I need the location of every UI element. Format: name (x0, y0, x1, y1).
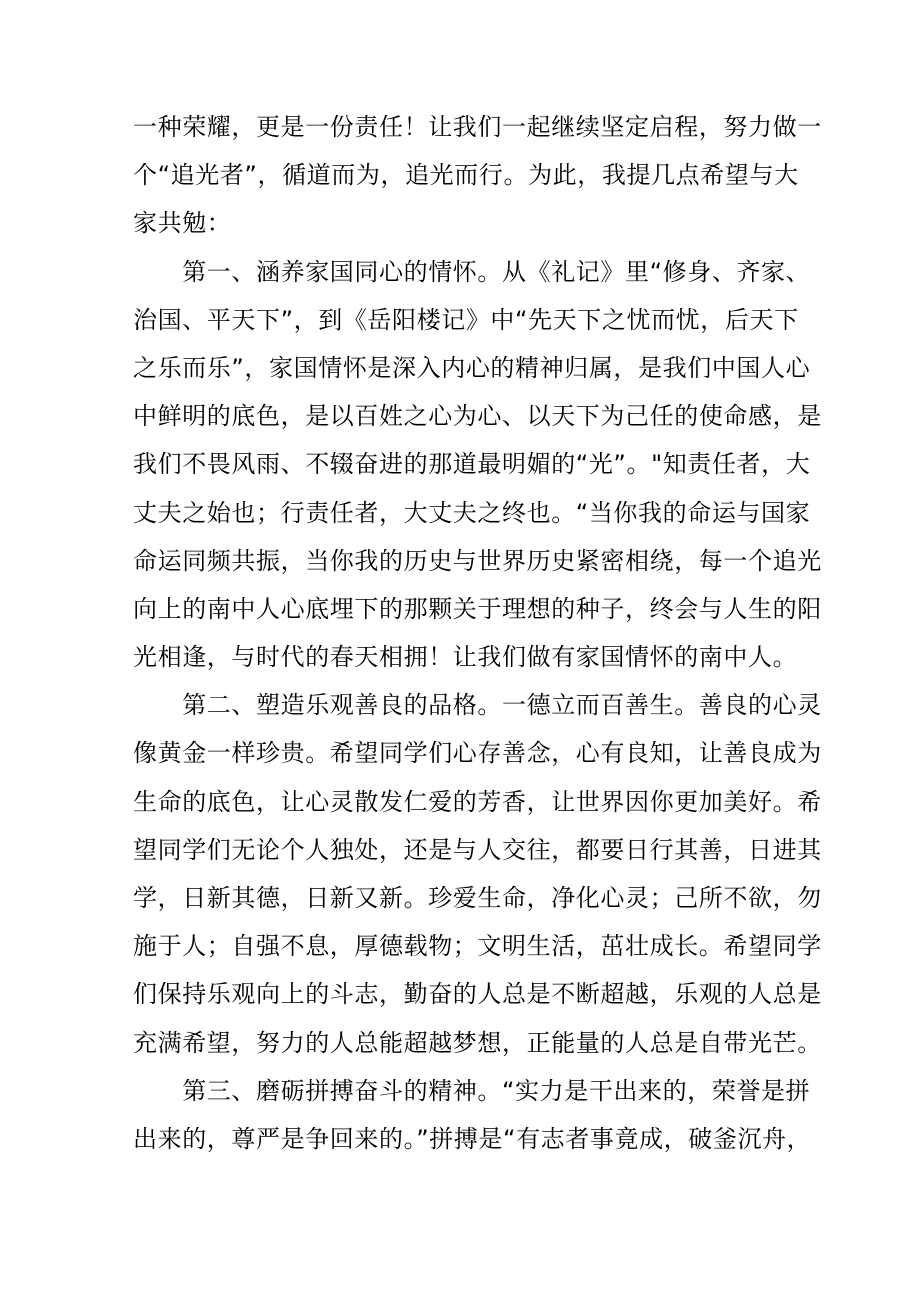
text-line: 第三、磨砺拼搏奋斗的精神。“实力是干出来的，荣誉是拼 (133, 1076, 811, 1105)
text-line: 命运同频共振，当你我的历史与世界历史紧密相绕，每一个追光 (133, 546, 822, 575)
text-line: 们保持乐观向上的斗志，勤奋的人总是不断超越，乐观的人总是 (133, 980, 822, 1009)
text-line: 第二、塑造乐观善良的品格。一德立而百善生。善良的心灵 (133, 691, 822, 720)
text-line: 个“追光者”，循道而为，追光而行。为此，我提几点希望与大 (133, 161, 799, 190)
text-line: 生命的底色，让心灵散发仁爱的芳香，让世界因你更加美好。希 (133, 787, 822, 816)
text-line: 丈夫之始也；行责任者，大丈夫之终也。“当你我的命运与国家 (133, 498, 811, 527)
text-line: 中鲜明的底色，是以百姓之心为心、以天下为己任的使命感，是 (133, 402, 822, 431)
text-line: 之乐而乐”，家国情怀是深入内心的精神归属，是我们中国人心 (133, 353, 811, 382)
text-line: 光相逢，与时代的春天相拥！让我们做有家国情怀的南中人。 (133, 643, 798, 672)
text-line: 出来的，尊严是争回来的。”拼搏是“有志者事竟成，破釜沉舟， (133, 1124, 812, 1153)
text-line: 学，日新其德，日新又新。珍爱生命，净化心灵；己所不欲，勿 (133, 884, 822, 912)
text-line: 充满希望，努力的人总能超越梦想，正能量的人总是自带光芒。 (133, 1028, 822, 1057)
text-line: 我们不畏风雨、不辍奋进的那道最明媚的“光”。"知责任者，大 (133, 450, 811, 479)
text-line: 望同学们无论个人独处，还是与人交往，都要日行其善，日进其 (133, 835, 822, 864)
text-line: 第一、涵养家国同心的情怀。从《礼记》里“修身、齐家、 (133, 257, 811, 286)
text-line: 一种荣耀，更是一份责任！让我们一起继续坚定启程，努力做一 (133, 113, 822, 141)
text-line: 施于人；自强不息，厚德载物；文明生活，茁壮成长。希望同学 (133, 932, 822, 961)
text-line: 家共勉： (133, 209, 232, 238)
document-body (133, 103, 822, 1163)
text-line: 治国、平天下”，到《岳阳楼记》中“先天下之忧而忧，后天下 (133, 305, 799, 334)
text-line: 像黄金一样珍贵。希望同学们心存善念，心有良知，让善良成为 (133, 739, 822, 768)
text-line: 向上的南中人心底埋下的那颗关于理想的种子，终会与人生的阳 (133, 594, 822, 623)
